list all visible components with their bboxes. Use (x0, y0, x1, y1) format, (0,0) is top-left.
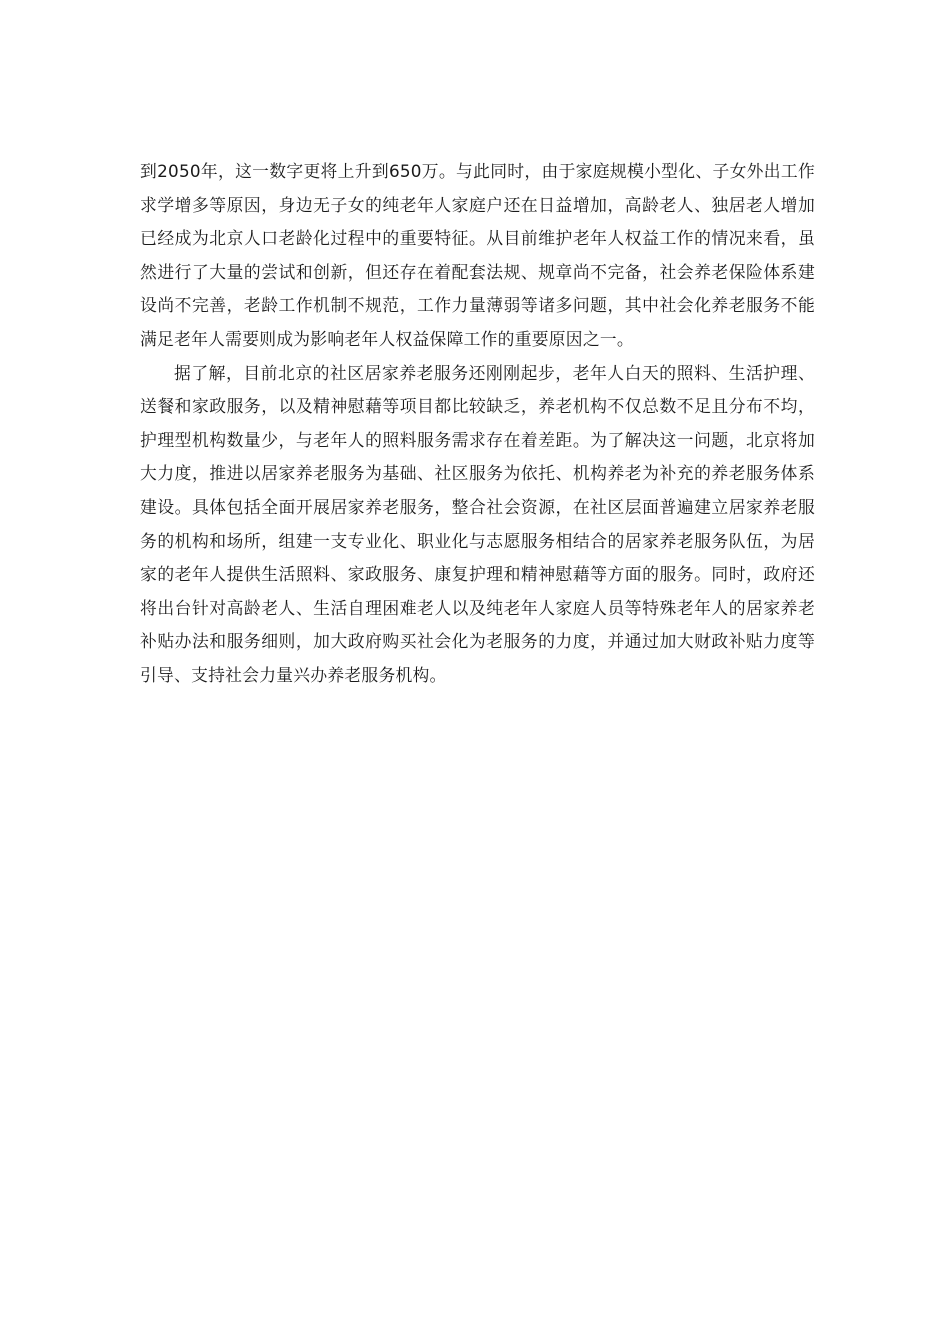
paragraph-2: 据了解，目前北京的社区居家养老服务还刚刚起步，老年人白天的照料、生活护理、送餐和家政服务，以及精神慰藉等项目都比较缺乏，养老机构不仅总数不足且分布不均，护理型机构数量少，与老年人的照料服务需求存在着差距。为了解决这一问题，北京将加大力度，推进以居家养老服务为基础、社区服务为依托、机构养老为补充的养老服务体系建设。具体包括全面开展居家养老服务，整合社会资源，在社区层面普遍建立居家养老服务的机构和场所，组建一支专业化、职业化与志愿服务相结合的居家养老服务队伍，为居家的老年人提供生活照料、家政服务、康复护理和精神慰藉等方面的服务。同时，政府还将出台针对高龄老人、生活自理困难老人以及纯老年人家庭人员等特殊老年人的居家养老补贴办法和服务细则，加大政府购买社会化为老服务的力度，并通过加大财政补贴力度等引导、支持社会力量兴办养老服务机构。 (140, 362, 815, 685)
article-body (140, 155, 815, 693)
paragraph-1: 到2050年，这一数字更将上升到650万。与此同时，由于家庭规模小型化、子女外出工作求学增多等原因，身边无子女的纯老年人家庭户还在日益增加，高龄老人、独居老人增加已经成为北京人口老龄化过程中的重要特征。从目前维护老年人权益工作的情况来看，虽然进行了大量的尝试和创新，但还存在着配套法规、规章尚不完备，社会养老保险体系建设尚不完善，老龄工作机制不规范，工作力量薄弱等诸多问题，其中社会化养老服务不能满足老年人需要则成为影响老年人权益保障工作的重要原因之一。 (140, 161, 815, 349)
